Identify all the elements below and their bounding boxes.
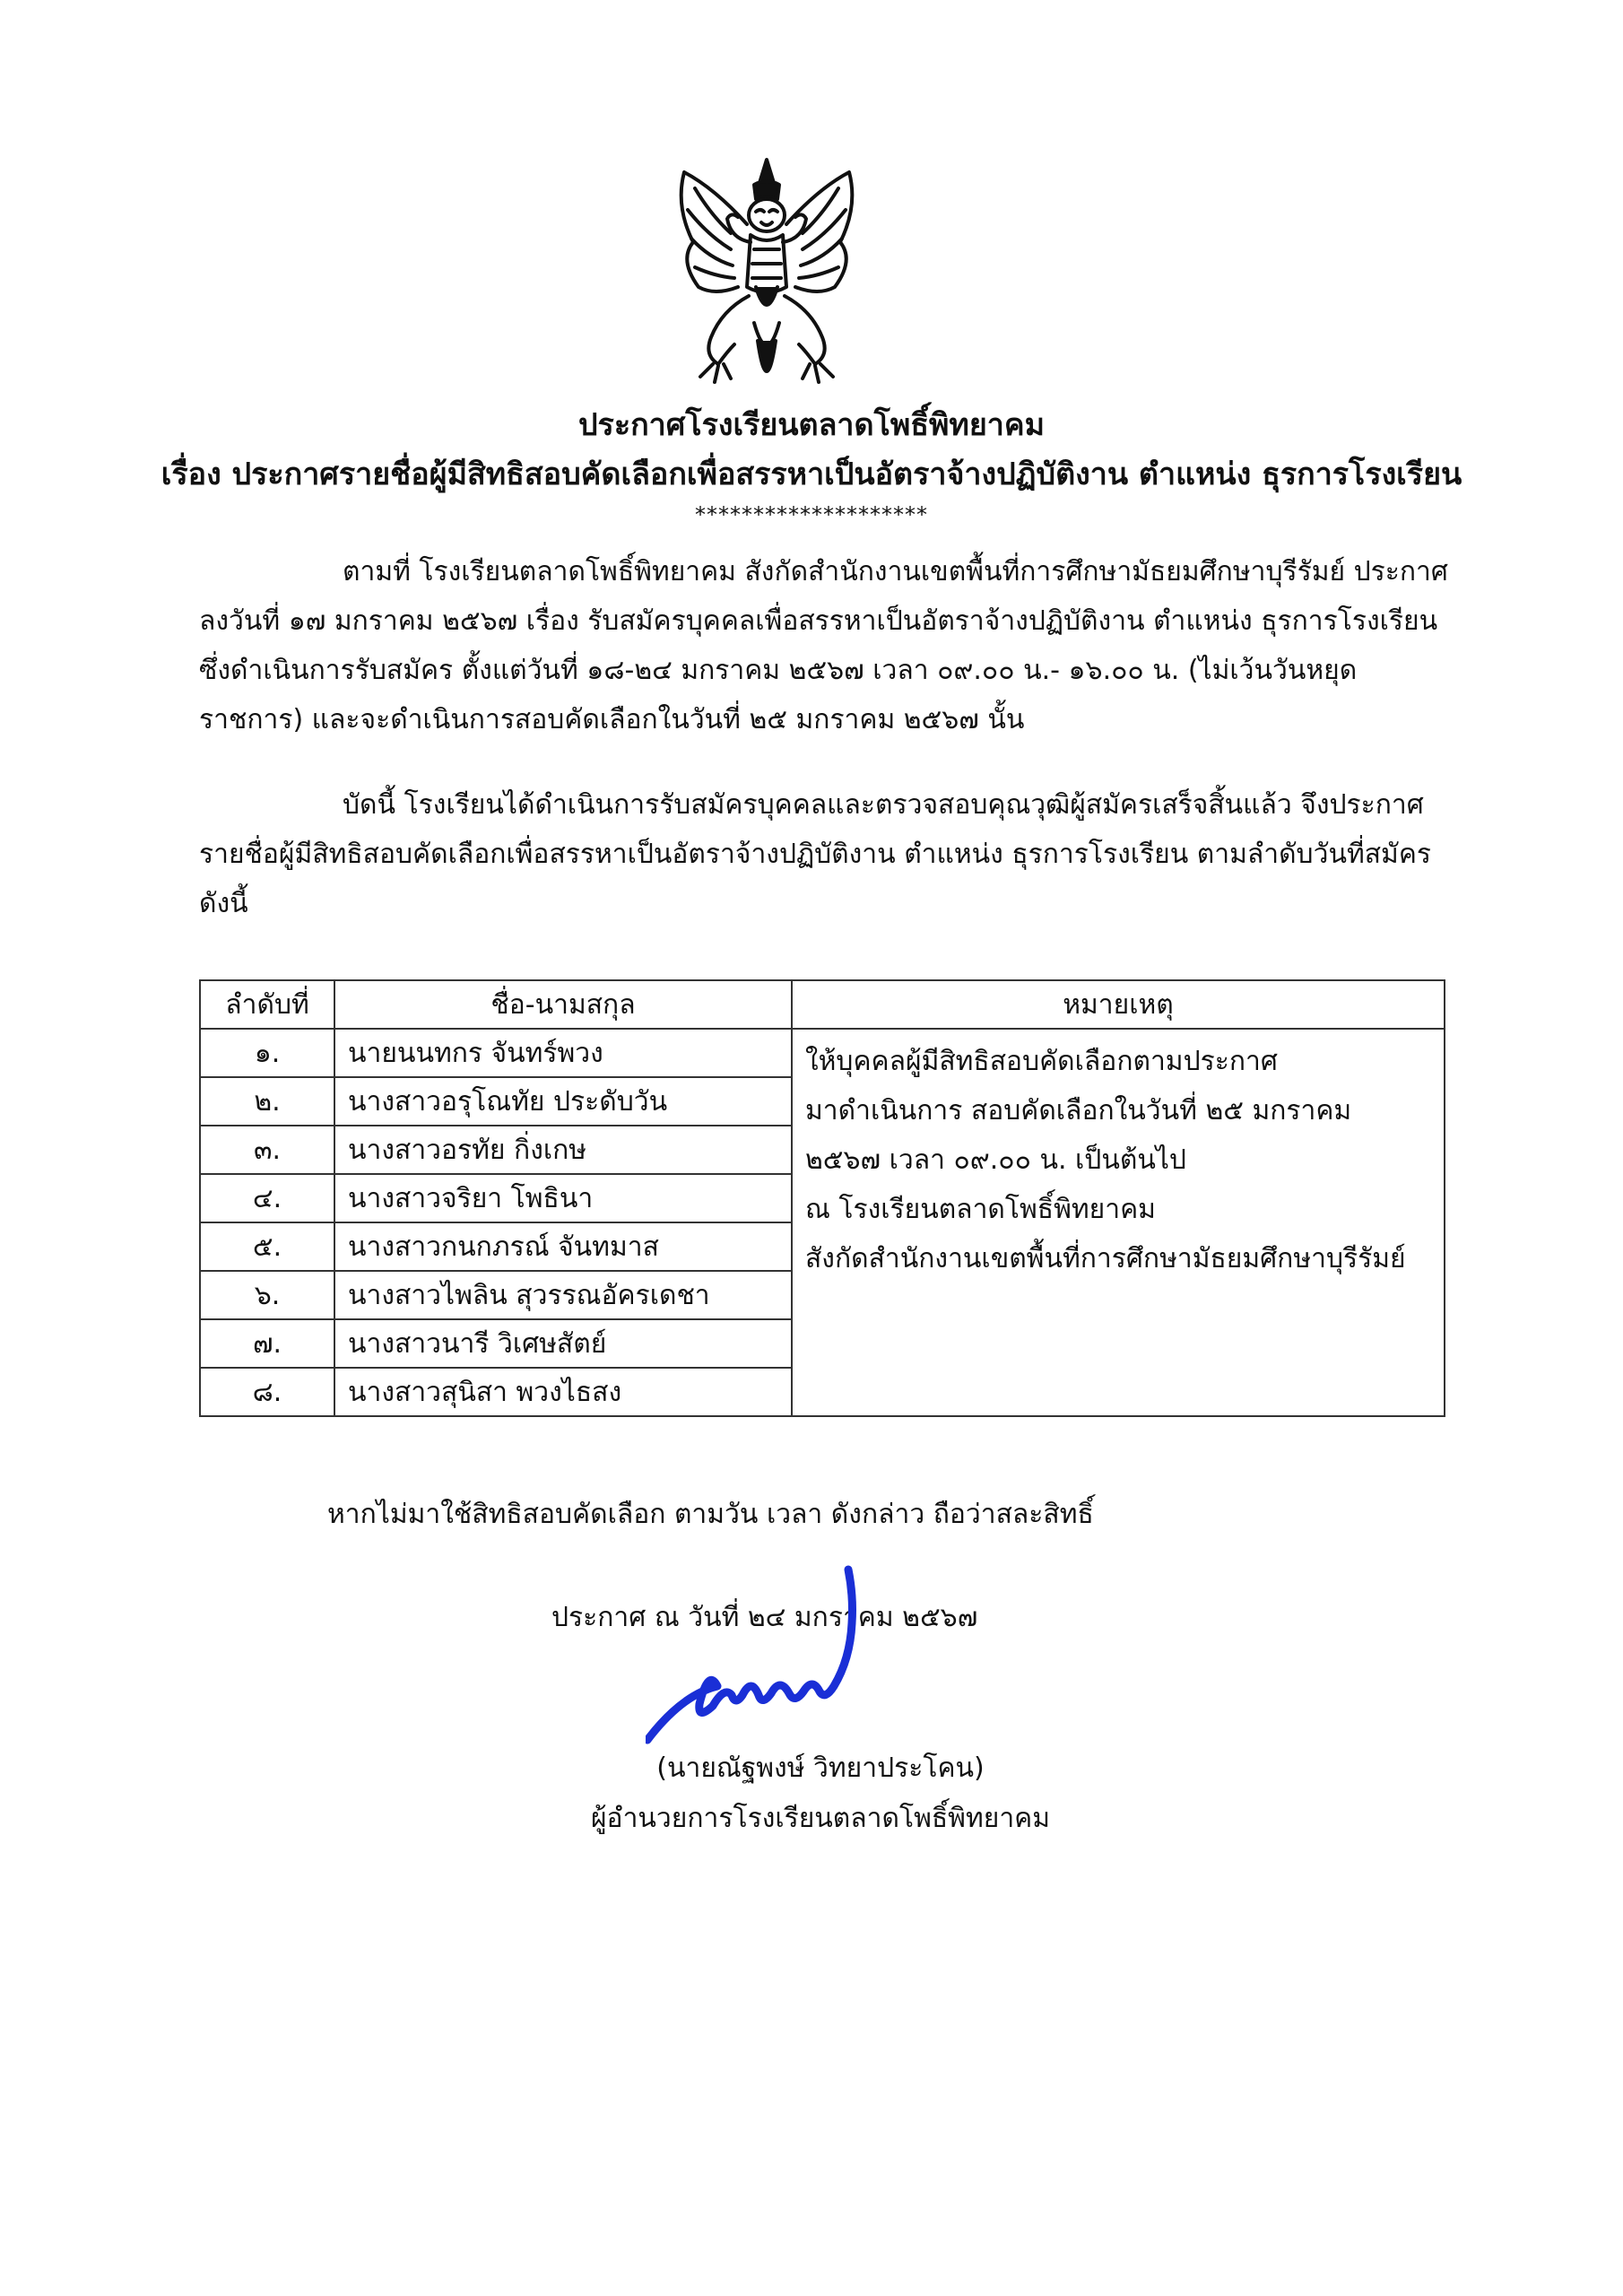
row-no: ๑.: [200, 1029, 334, 1077]
signer-name: (นายณัฐพงษ์ วิทยาประโคน): [656, 1752, 985, 1784]
row-no: ๒.: [200, 1077, 334, 1126]
closing-statement: หากไม่มาใช้สิทธิสอบคัดเลือก ตามวัน เวลา ดังกล่าว ถือว่าสละสิทธิ์: [327, 1499, 1094, 1530]
separator-line: ********************: [695, 502, 928, 527]
candidate-table: [199, 979, 1445, 1417]
table-row: [200, 1029, 1445, 1077]
note-line: มาดำเนินการ สอบคัดเลือกในวันที่ ๒๕ มกราคม: [805, 1095, 1352, 1126]
row-no: ๗.: [200, 1319, 334, 1368]
row-name: นางสาวจริยา โพธินา: [334, 1174, 792, 1222]
announce-date: ประกาศ ณ วันที่ ๒๔ มกราคม ๒๕๖๗: [551, 1602, 978, 1633]
intro-paragraph: [199, 547, 1454, 744]
row-no: ๘.: [200, 1368, 334, 1416]
row-name: นางสาวสุนิสา พวงไธสง: [334, 1368, 792, 1416]
header-name: ชื่อ-นามสกุล: [334, 980, 792, 1029]
signer-position: ผู้อำนวยการโรงเรียนตลาดโพธิ์พิทยาคม: [590, 1803, 1051, 1834]
note-line: สังกัดสำนักงานเขตพื้นที่การศึกษามัธยมศึกษาบุรีรัมย์: [805, 1243, 1406, 1274]
garuda-emblem-icon: [668, 152, 865, 408]
intro-paragraph-text: ตามที่ โรงเรียนตลาดโพธิ์พิทยาคม สังกัดสำนักงานเขตพื้นที่การศึกษามัธยมศึกษาบุรีรัมย์ ประกาศลงวันที่ ๑๗ มกราคม ๒๕๖๗ เรื่อง รับสมัครบุคคลเพื่อสรรหาเป็นอัตราจ้างปฏิบัติงาน ตำแหน่ง ธุรการโรงเรียน ซึ่งดำเนินการรับสมัคร ตั้งแต่วันที่ ๑๘-๒๔ มกราคม ๒๕๖๗ เวลา ๐๙.๐๐ น.- ๑๖.๐๐ น. (ไม่เว้นวันหยุดราชการ) และจะดำเนินการสอบคัดเลือกในวันที่ ๒๕ มกราคม ๒๕๖๗ นั้น: [199, 556, 1448, 735]
row-name: นางสาวกนกภรณ์ จันทมาส: [334, 1222, 792, 1271]
notice-paragraph: [199, 780, 1454, 928]
row-name: นางสาวอรทัย กิ่งเกษ: [334, 1126, 792, 1174]
note-line: ณ โรงเรียนตลาดโพธิ์พิทยาคม: [805, 1194, 1156, 1225]
note-line: ๒๕๖๗ เวลา ๐๙.๐๐ น. เป็นต้นไป: [805, 1144, 1186, 1176]
table-header-row: [200, 980, 1445, 1029]
header-no: ลำดับที่: [200, 980, 334, 1029]
row-name: นางสาวไพลิน สุวรรณอัครเดชา: [334, 1271, 792, 1319]
header-note: หมายเหตุ: [792, 980, 1445, 1029]
row-no: ๕.: [200, 1222, 334, 1271]
row-name: นางสาวนารี วิเศษสัตย์: [334, 1319, 792, 1368]
note-cell: [792, 1029, 1445, 1416]
signature-image: [646, 1561, 915, 1758]
row-no: ๓.: [200, 1126, 334, 1174]
row-no: ๖.: [200, 1271, 334, 1319]
announcement-header: ประกาศโรงเรียนตลาดโพธิ์พิทยาคม: [577, 407, 1046, 443]
row-no: ๔.: [200, 1174, 334, 1222]
row-name: นายนนทกร จันทร์พวง: [334, 1029, 792, 1077]
notice-paragraph-text: บัดนี้ โรงเรียนได้ดำเนินการรับสมัครบุคคลและตรวจสอบคุณวุฒิผู้สมัครเสร็จสิ้นแล้ว จึงประกาศ รายชื่อผู้มีสิทธิสอบคัดเลือกเพื่อสรรหาเป็นอัตราจ้างปฏิบัติงาน ตำแหน่ง ธุรการโรงเรียน ตามลำดับวันที่สมัคร ดังนี้: [199, 789, 1431, 919]
note-line: ให้บุคคลผู้มีสิทธิสอบคัดเลือกตามประกาศ: [805, 1046, 1278, 1077]
row-name: นางสาวอรุโณทัย ประดับวัน: [334, 1077, 792, 1126]
announcement-subject: เรื่อง ประกาศรายชื่อผู้มีสิทธิสอบคัดเลือกเพื่อสรรหาเป็นอัตราจ้างปฏิบัติงาน ตำแหน่ง ธุรการโรงเรียน: [161, 457, 1462, 492]
